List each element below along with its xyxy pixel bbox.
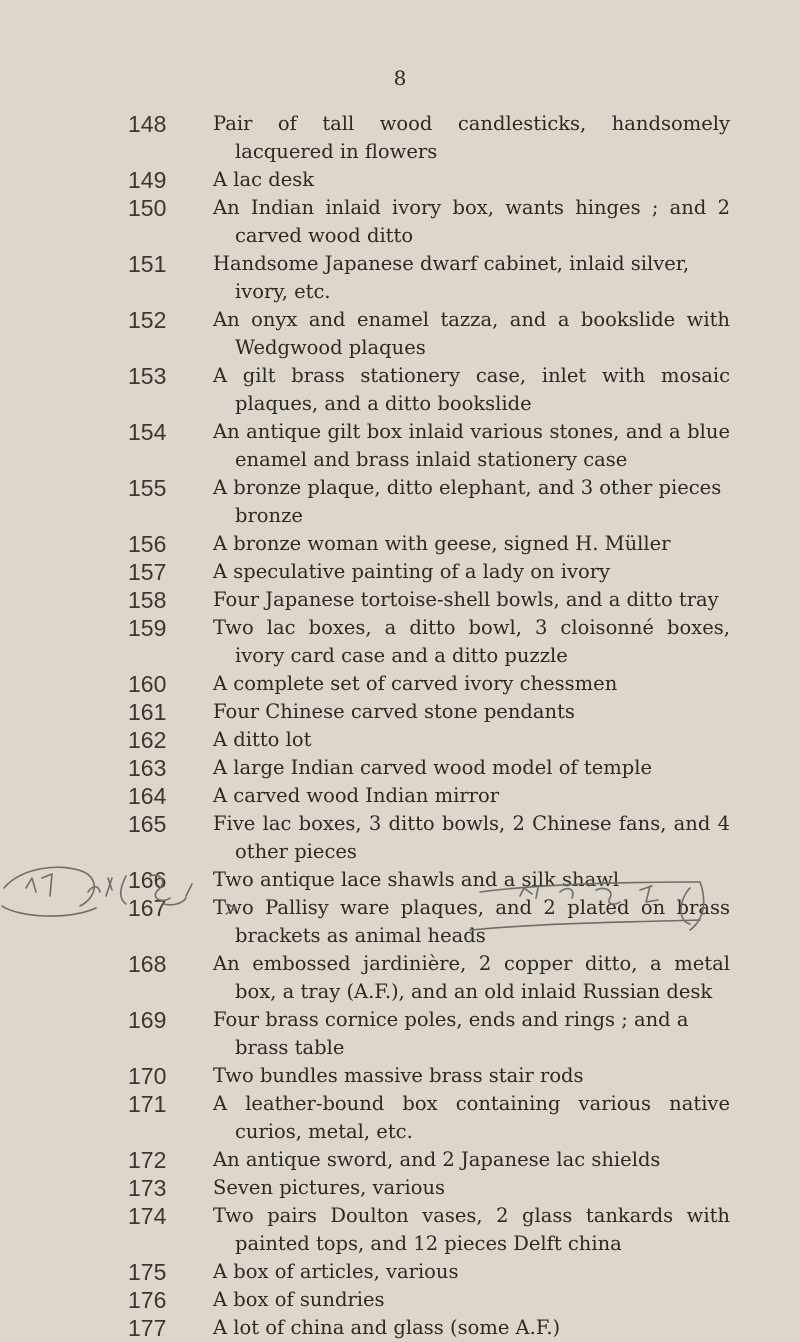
lot-row [0, 866, 800, 894]
lot-description: Four Japanese tortoise-shell bowls, and a ditto tray [213, 588, 719, 611]
lot-description: Handsome Japanese dwarf cabinet, inlaid silver, ivory, etc. [213, 252, 690, 303]
lot-number: 167 [128, 895, 167, 921]
lot-row [0, 474, 800, 530]
lot-number: 158 [128, 587, 167, 613]
lot-description: Two pairs Doulton vases, 2 glass tankards with painted tops, and 12 pieces Delft china [213, 1204, 730, 1255]
lot-row [0, 1286, 800, 1314]
lot-description: A complete set of carved ivory chessmen [213, 672, 618, 695]
lot-row [0, 782, 800, 810]
lot-number: 162 [128, 727, 167, 753]
lot-number: 177 [128, 1315, 167, 1341]
lot-row [0, 1314, 800, 1342]
lot-number: 161 [128, 699, 167, 725]
lot-row [0, 1258, 800, 1286]
lot-row [0, 1090, 800, 1146]
lot-number: 175 [128, 1259, 167, 1285]
lot-description: A large Indian carved wood model of temple [213, 756, 652, 779]
lot-number: 151 [128, 251, 167, 277]
lot-number: 159 [128, 615, 167, 641]
lot-description: A gilt brass stationery case, inlet with mosaic plaques, and a ditto bookslide [213, 364, 730, 415]
lot-row [0, 698, 800, 726]
lot-number: 166 [128, 867, 167, 893]
lot-description: A bronze plaque, ditto elephant, and 3 other pieces bronze [213, 476, 722, 527]
lot-row [0, 418, 800, 474]
lot-row [0, 670, 800, 698]
lot-row [0, 530, 800, 558]
lot-number: 168 [128, 951, 167, 977]
lot-description: Four brass cornice poles, ends and rings ; and a brass table [213, 1008, 689, 1059]
lot-number: 149 [128, 167, 167, 193]
lot-list [0, 110, 800, 1342]
lot-number: 174 [128, 1203, 167, 1229]
lot-description: An embossed jardinière, 2 copper ditto, a metal box, a tray (A.F.), and an old inlaid Russian desk [213, 952, 730, 1003]
lot-number: 155 [128, 475, 167, 501]
lot-description: A ditto lot [213, 728, 312, 751]
lot-row [0, 250, 800, 306]
lot-description: Five lac boxes, 3 ditto bowls, 2 Chinese fans, and 4 other pieces [213, 812, 730, 863]
lot-row [0, 894, 800, 950]
lot-description: A speculative painting of a lady on ivory [213, 560, 611, 583]
lot-row [0, 1174, 800, 1202]
lot-description: A box of sundries [213, 1288, 385, 1311]
lot-number: 148 [128, 111, 167, 137]
lot-description: A bronze woman with geese, signed H. Müller [213, 532, 671, 555]
lot-number: 176 [128, 1287, 167, 1313]
lot-description: Pair of tall wood candlesticks, handsomely lacquered in flowers [213, 112, 730, 163]
lot-description: A lot of china and glass (some A.F.) [213, 1316, 561, 1339]
lot-number: 157 [128, 559, 167, 585]
lot-description: An Indian inlaid ivory box, wants hinges ; and 2 carved wood ditto [213, 196, 730, 247]
lot-number: 164 [128, 783, 167, 809]
lot-number: 170 [128, 1063, 167, 1089]
lot-row [0, 166, 800, 194]
lot-row [0, 810, 800, 866]
lot-row [0, 306, 800, 362]
lot-description: Two lac boxes, a ditto bowl, 3 cloisonné boxes, ivory card case and a ditto puzzle [213, 616, 730, 667]
lot-number: 171 [128, 1091, 167, 1117]
lot-row [0, 950, 800, 1006]
lot-row [0, 614, 800, 670]
lot-description: An onyx and enamel tazza, and a bookslide with Wedgwood plaques [213, 308, 730, 359]
lot-number: 165 [128, 811, 167, 837]
lot-description: Seven pictures, various [213, 1176, 446, 1199]
lot-number: 153 [128, 363, 167, 389]
lot-row [0, 1006, 800, 1062]
lot-row [0, 726, 800, 754]
lot-description: Two antique lace shawls and a silk shawl [213, 868, 620, 891]
lot-row [0, 194, 800, 250]
lot-number: 156 [128, 531, 167, 557]
lot-number: 152 [128, 307, 167, 333]
lot-description: Two Pallisy ware plaques, and 2 plated on brass brackets as animal heads [213, 896, 730, 947]
lot-row [0, 362, 800, 418]
lot-description: A carved wood Indian mirror [213, 784, 500, 807]
lot-row [0, 586, 800, 614]
lot-number: 169 [128, 1007, 167, 1033]
lot-row [0, 1062, 800, 1090]
lot-description: A box of articles, various [213, 1260, 459, 1283]
lot-description: Two bundles massive brass stair rods [213, 1064, 584, 1087]
lot-number: 160 [128, 671, 167, 697]
lot-row [0, 1202, 800, 1258]
lot-number: 172 [128, 1147, 167, 1173]
lot-number: 163 [128, 755, 167, 781]
lot-description: An antique gilt box inlaid various stones, and a blue enamel and brass inlaid stationery case [213, 420, 730, 471]
lot-number: 154 [128, 419, 167, 445]
lot-number: 150 [128, 195, 167, 221]
lot-description: A leather-bound box containing various native curios, metal, etc. [213, 1092, 730, 1143]
lot-row [0, 558, 800, 586]
lot-number: 173 [128, 1175, 167, 1201]
lot-row [0, 1146, 800, 1174]
lot-description: An antique sword, and 2 Japanese lac shields [213, 1148, 661, 1171]
lot-description: Four Chinese carved stone pendants [213, 700, 575, 723]
lot-description: A lac desk [213, 168, 315, 191]
lot-row [0, 754, 800, 782]
page-number: 8 [393, 66, 407, 90]
lot-row [0, 110, 800, 166]
